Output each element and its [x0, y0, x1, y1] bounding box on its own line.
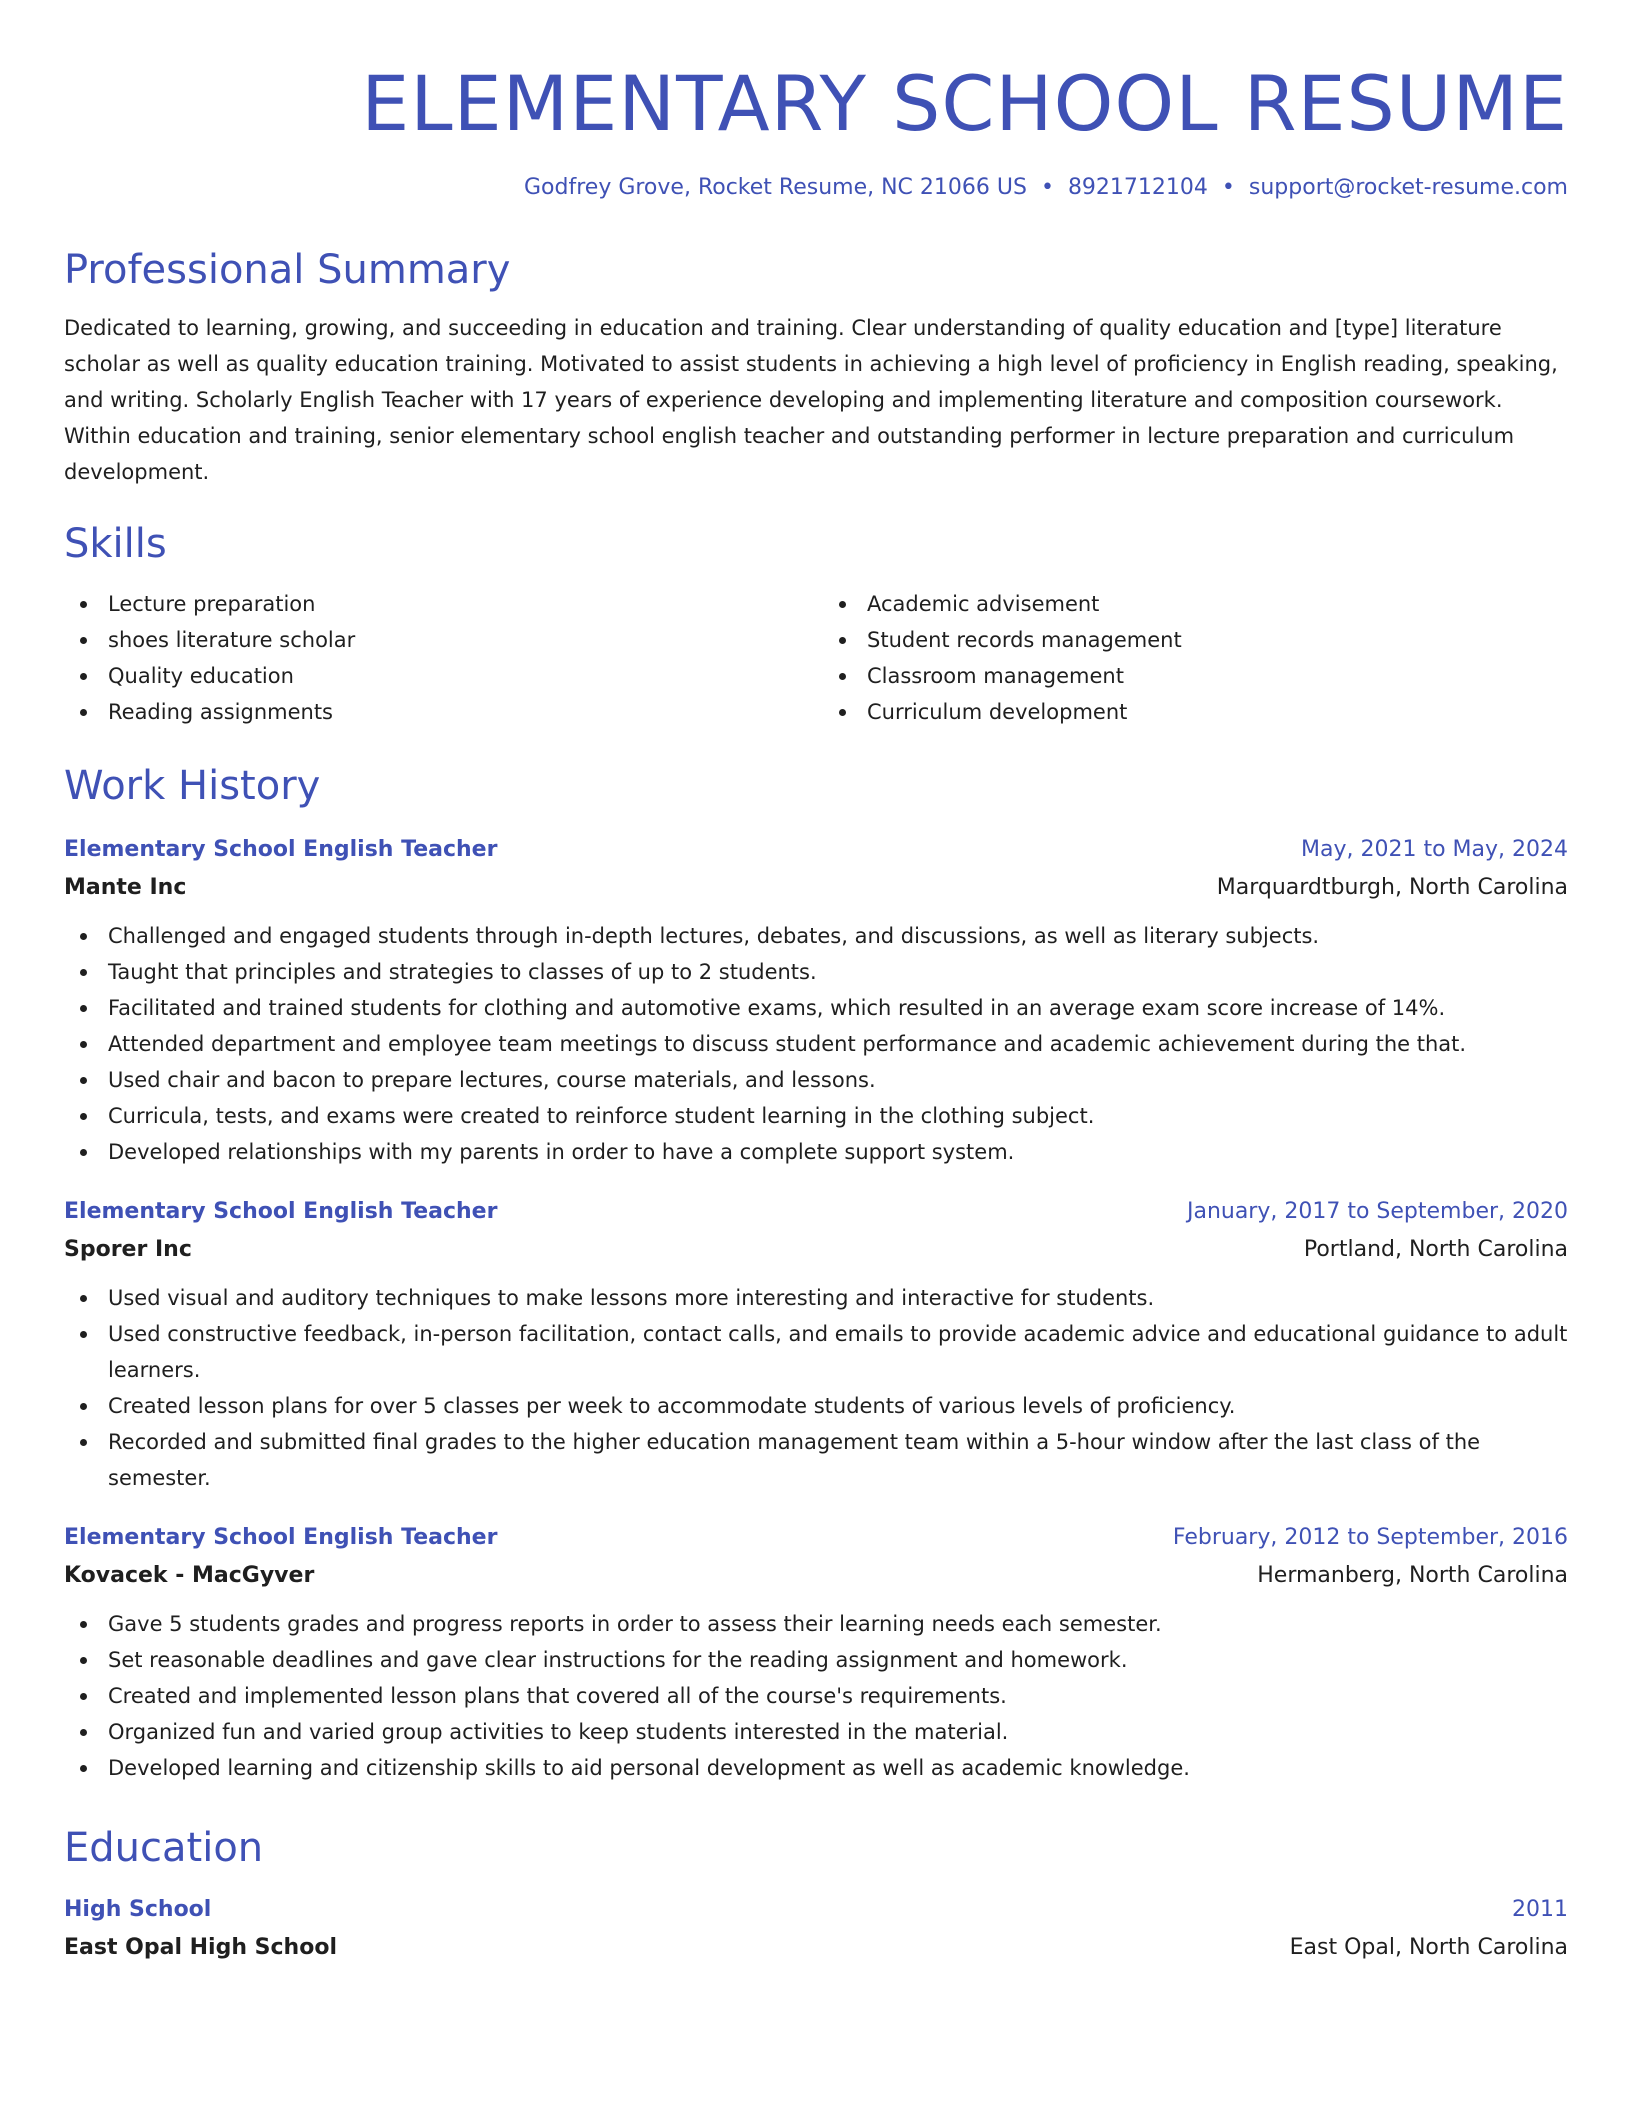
job-bullet: Used chair and bacon to prepare lectures, course materials, and lessons. [64, 1062, 1568, 1098]
job-company-row [64, 868, 1568, 908]
education-year: 2011 [1512, 1897, 1568, 1922]
contact-address: Godfrey Grove, Rocket Resume, NC 21066 US [524, 175, 1027, 200]
job-location: Marquardtburgh, North Carolina [1216, 875, 1568, 900]
job-bullet: Gave 5 students grades and progress reports in order to assess their learning needs each semester. [64, 1606, 1568, 1642]
job-company-row [64, 1556, 1568, 1596]
summary-text: Dedicated to learning, growing, and succeeding in education and training. Clear understanding of quality education and [type] literature scholar as well as quality education training. Motivated to assist students in achieving a high level of proficiency in English reading, speaking, and writing. Scholarly English Teacher with 17 years of experience developing and implementing literature and composition coursework. Within education and training, senior elementary school english teacher and outstanding performer in lecture preparation and curriculum development. [64, 316, 1558, 484]
job-bullet: Recorded and submitted final grades to the higher education management team within a 5-hour window after the last class of the semester. [64, 1424, 1568, 1496]
education-location: East Opal, North Carolina [1289, 1935, 1568, 1960]
job-dates: February, 2012 to September, 2016 [1172, 1525, 1568, 1550]
job-bullet: Developed learning and citizenship skills to aid personal development as well as academic knowledge. [64, 1750, 1568, 1786]
job-bullet: Used constructive feedback, in-person facilitation, contact calls, and emails to provide academic advice and educational guidance to adult learners. [64, 1316, 1568, 1388]
job-company-row [64, 1230, 1568, 1270]
job-bullet: Taught that principles and strategies to classes of up to 2 students. [64, 954, 1568, 990]
contact-separator: • [1040, 175, 1054, 200]
job-bullet: Organized fun and varied group activities to keep students interested in the material. [64, 1714, 1568, 1750]
contact-phone[interactable]: 8921712104 [1067, 175, 1208, 200]
skill-item: Student records management [823, 622, 1568, 658]
job-entry [64, 1194, 1568, 1496]
job-title: Elementary School English Teacher [64, 837, 498, 862]
job-bullet: Used visual and auditory techniques to make lessons more interesting and interactive for students. [64, 1280, 1568, 1316]
resume-title: ELEMENTARY SCHOOL RESUME [361, 59, 1568, 148]
skill-item: Quality education [64, 658, 809, 694]
job-bullet: Curricula, tests, and exams were created to reinforce student learning in the clothing subject. [64, 1098, 1568, 1134]
job-bullets [64, 1280, 1568, 1496]
skills-column-left [64, 586, 809, 730]
job-dates: January, 2017 to September, 2020 [1186, 1199, 1568, 1224]
skills-heading: Skills [64, 521, 167, 567]
job-bullet: Created and implemented lesson plans that covered all of the course's requirements. [64, 1678, 1568, 1714]
job-bullets [64, 918, 1568, 1170]
job-company: Sporer Inc [64, 1237, 192, 1262]
job-header-row [64, 1520, 1568, 1556]
summary-heading: Professional Summary [64, 247, 511, 293]
job-bullet: Challenged and engaged students through in-depth lectures, debates, and discussions, as well as literary subjects. [64, 918, 1568, 954]
skill-item: shoes literature scholar [64, 622, 809, 658]
job-bullet: Created lesson plans for over 5 classes per week to accommodate students of various levels of proficiency. [64, 1388, 1568, 1424]
education-entry [64, 1892, 1568, 1968]
skill-item: Academic advisement [823, 586, 1568, 622]
job-entry [64, 1520, 1568, 1786]
job-title: Elementary School English Teacher [64, 1525, 498, 1550]
skill-item: Reading assignments [64, 694, 809, 730]
job-company: Kovacek - MacGyver [64, 1563, 315, 1588]
job-bullet: Attended department and employee team meetings to discuss student performance and academic achievement during the that. [64, 1026, 1568, 1062]
job-entry [64, 832, 1568, 1170]
job-bullet: Developed relationships with my parents in order to have a complete support system. [64, 1134, 1568, 1170]
education-school-row [64, 1928, 1568, 1968]
job-bullet: Facilitated and trained students for clothing and automotive exams, which resulted in an average exam score increase of 14%. [64, 990, 1568, 1026]
skill-item: Curriculum development [823, 694, 1568, 730]
contact-line [64, 172, 1568, 204]
contact-email[interactable]: support@rocket-resume.com [1248, 175, 1568, 200]
skill-item: Lecture preparation [64, 586, 809, 622]
contact-separator: • [1221, 175, 1235, 200]
skill-item: Classroom management [823, 658, 1568, 694]
skills-list [64, 586, 1568, 730]
job-bullet: Set reasonable deadlines and gave clear instructions for the reading assignment and homework. [64, 1642, 1568, 1678]
job-header-row [64, 1194, 1568, 1230]
job-location: Hermanberg, North Carolina [1257, 1563, 1568, 1588]
education-header-row [64, 1892, 1568, 1928]
job-bullets [64, 1606, 1568, 1786]
job-location: Portland, North Carolina [1303, 1237, 1568, 1262]
job-dates: May, 2021 to May, 2024 [1301, 837, 1568, 862]
job-title: Elementary School English Teacher [64, 1199, 498, 1224]
job-header-row [64, 832, 1568, 868]
work-history-heading: Work History [64, 763, 321, 809]
job-company: Mante Inc [64, 875, 187, 900]
education-school: East Opal High School [64, 1935, 337, 1960]
education-degree: High School [64, 1897, 212, 1922]
education-heading: Education [64, 1825, 264, 1871]
skills-column-right [809, 586, 1568, 730]
